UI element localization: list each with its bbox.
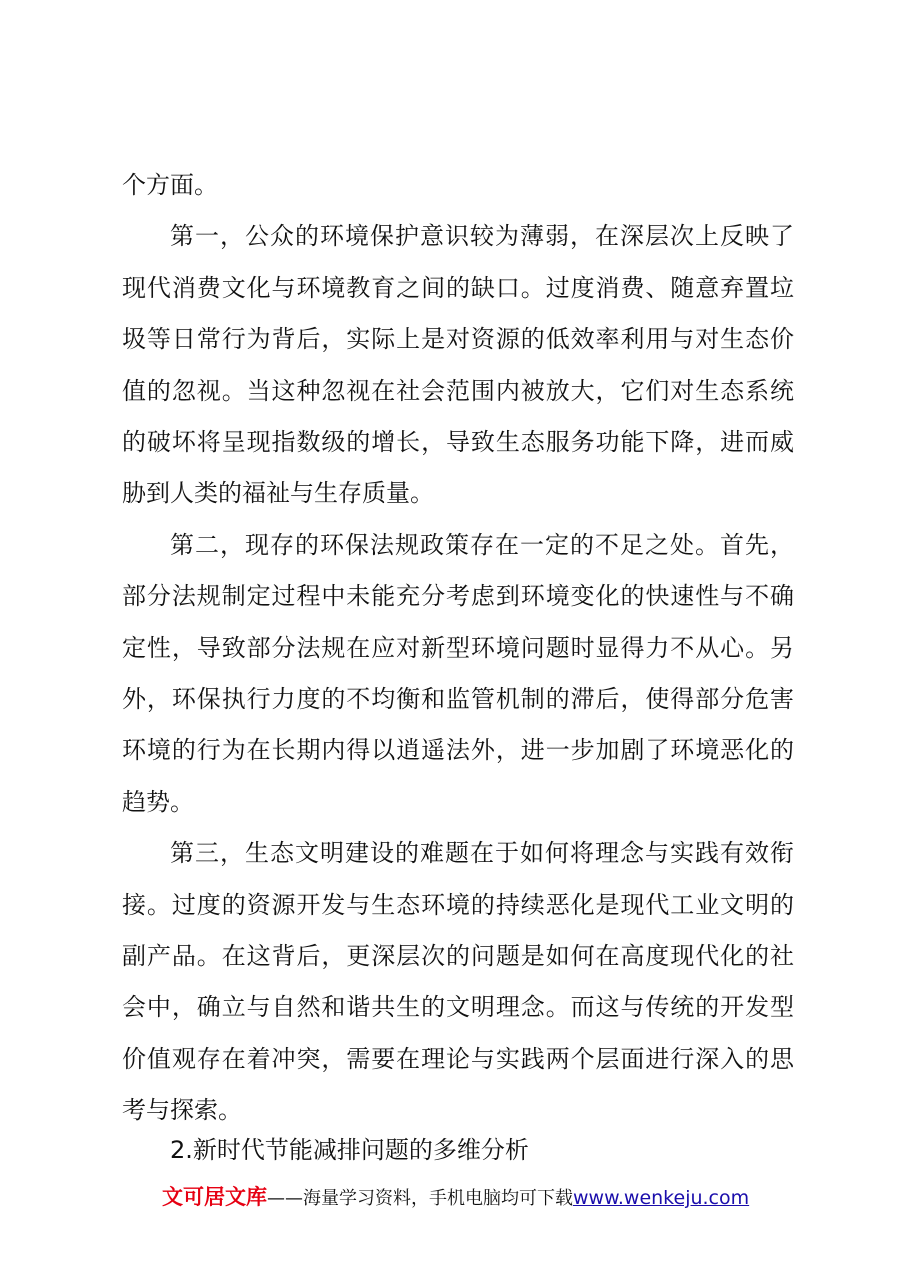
text-line: 趋势。	[122, 788, 194, 816]
text-line: 现代消费文化与环境教育之间的缺口。过度消费、随意弃置垃	[122, 274, 794, 302]
text-line: 部分法规制定过程中未能充分考虑到环境变化的快速性与不确	[122, 582, 794, 610]
paragraph-first-line: 第一，公众的环境保护意识较为薄弱，在深层次上反映了	[170, 222, 794, 250]
text-line: 接。过度的资源开发与生态环境的持续恶化是现代工业文明的	[122, 891, 794, 919]
footer-brand: 文可居文库	[162, 1185, 267, 1209]
text-line: 圾等日常行为背后，实际上是对资源的低效率利用与对生态价	[122, 325, 794, 353]
text-line: 会中，确立与自然和谐共生的文明理念。而这与传统的开发型	[122, 993, 794, 1021]
section-heading: 2.新时代节能减排问题的多维分析	[170, 1136, 529, 1164]
text-line: 定性，导致部分法规在应对新型环境问题时显得力不从心。另	[122, 634, 794, 662]
text-line: 外，环保执行力度的不均衡和监管机制的滞后，使得部分危害	[122, 685, 794, 713]
text-line: 考与探索。	[122, 1096, 242, 1124]
text-line: 个方面。	[122, 171, 218, 199]
footer-banner	[162, 1182, 749, 1212]
text-line: 价值观存在着冲突，需要在理论与实践两个层面进行深入的思	[122, 1045, 794, 1073]
text-line: 值的忽视。当这种忽视在社会范围内被放大，它们对生态系统	[122, 377, 794, 405]
text-line: 的破坏将呈现指数级的增长，导致生态服务功能下降，进而威	[122, 428, 794, 456]
text-line: 环境的行为在长期内得以逍遥法外，进一步加剧了环境恶化的	[122, 736, 794, 764]
footer-url-link[interactable]: www.wenkeju.com	[573, 1187, 750, 1209]
text-line: 胁到人类的福祉与生存质量。	[122, 479, 434, 507]
paragraph-first-line: 第三，生态文明建设的难题在于如何将理念与实践有效衔	[170, 839, 794, 867]
text-line: 副产品。在这背后，更深层次的问题是如何在高度现代化的社	[122, 942, 794, 970]
footer-slogan: ——海量学习资料，手机电脑均可下载	[267, 1188, 573, 1209]
paragraph-first-line: 第二，现存的环保法规政策存在一定的不足之处。首先，	[170, 531, 794, 559]
